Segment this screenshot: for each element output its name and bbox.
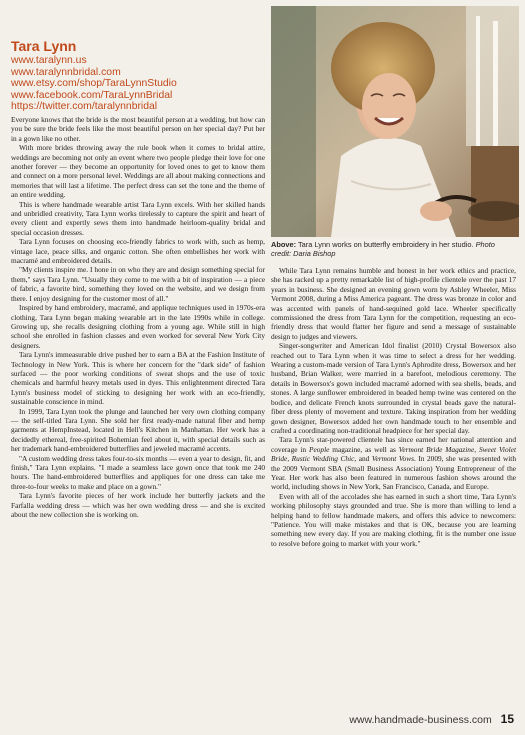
- paragraph: Singer-songwriter and American Idol finalist (2010) Crystal Bowersox also reached out to Tara Lynn when it was time to select a dress for her wedding. Wearing a custom-made version of Tara Lynn's Aphrodite dress, Bowersox and her husband, Brian Walker, were married in a barefoot, melodious ceremony. The details in Bowersox's gown included macramé adorned with sea shells, beads, and stones. A large sunflower embroidered in beaded hemp twine was centered on the bodice, and delicate French knots surrounded in crystal beads gave the natural-fiber dress plenty of movement and texture. Taking inspiration from her wedding gown designer, Bowersox added her own handmade touch to her ensemble and crafted a coordinating non-traditional headpiece for her special day.: [271, 341, 516, 435]
- publication-name: People: [309, 444, 330, 454]
- text-run: . In 2009, she was presented with the 2009 Vermont SBA (Small Business Association) Young Entrepreneur of the Year. Her work has also been featured in numerous fashion shows around the world, including shows in New York, San Francisco, Canada, and Europe.: [271, 454, 516, 492]
- website-links: [11, 55, 265, 113]
- paragraph: Tara Lynn's immeasurable drive pushed her to earn a BA at the Fashion Institute of Technology in New York. This is where her concern for the "dark side" of fashion surfaced — the poor working conditions of sweat shops and the use of toxic chemicals and harmful heavy metals used in dyes. This enlightenment directed Tara Lynn's business model of sticking to designing her work with an eco-friendly, sustainable conscience in mind.: [11, 350, 265, 407]
- link-etsy[interactable]: www.etsy.com/shop/TaraLynnStudio: [11, 78, 177, 90]
- text-run: Tara Lynn's star-powered clientele has since earned her national attention and coverage in: [271, 435, 516, 454]
- link-twitter[interactable]: https://twitter.com/taralynnbridal: [11, 101, 158, 113]
- left-body: [11, 115, 265, 519]
- text-run: and: [356, 454, 372, 464]
- page-footer: [349, 712, 514, 726]
- link-website[interactable]: www.taralynn.us: [11, 55, 87, 66]
- left-column: [11, 38, 265, 519]
- photo-caption: [271, 240, 516, 258]
- text-run: magazine, as well as: [329, 444, 399, 454]
- paragraph: Tara Lynn's favorite pieces of her work include her butterfly jackets and the Farfalla wedding dress — which was her own wedding dress — and she is excited about the new collection she is working on.: [11, 491, 265, 520]
- paragraph: [271, 435, 516, 491]
- paragraph: Even with all of the accolades she has earned in such a short time, Tara Lynn's working philosophy stays grounded and true. She is more than willing to lend a helping hand to fellow handmade makers, and offers this advice to newcomers: "Patience. You will make mistakes and that is OK, because you are learning something new every day. If you are making clothing, fit is the number one issue to resolve before going to market with your work.": [271, 491, 516, 548]
- designer-photo: [271, 6, 519, 237]
- link-bridal-site[interactable]: www.taralynnbridal.com: [11, 66, 121, 78]
- paragraph: This is where handmade wearable artist Tara Lynn excels. With her skilled hands and unbridled creativity, Tara Lynn works tirelessly to capture the spirit and heart of every client and expertly sews them into handmade heirloom-quality bridal and special occasion dresses.: [11, 199, 265, 237]
- paragraph: Inspired by hand embroidery, macramé, and applique techniques used in 1970s-era clothing, Tara Lynn began making wearable art in the late 1990s while in college. Growing up, she recalls designing clothing from a young age. While still in high school she enrolled in fashion classes and even worked for several New York City designers.: [11, 303, 265, 350]
- paragraph: Tara Lynn focuses on choosing eco-friendly fabrics to work with, such as hemp, vintage lace, peace silks, and organic cotton. She often embellishes her work with macramé and embroidered details.: [11, 237, 265, 266]
- caption-credit: Photo credit: Daria Bishop: [271, 240, 495, 258]
- paragraph: Everyone knows that the bride is the most beautiful person at a wedding, but how can you be sure the bride feels like the most beautiful person on her special day? Put her in a gown like no other.: [11, 114, 265, 143]
- footer-url: www.handmade-business.com: [349, 714, 492, 726]
- caption-label: Above:: [271, 240, 297, 249]
- publication-name: Vermont Bride Magazine, Sweet Violet Bride, Rustic Wedding Chic,: [271, 444, 516, 464]
- paragraph: While Tara Lynn remains humble and honest in her work ethics and practice, she has racked up a pretty remarkable list of high-profile clientele over the past 17 years in business. She designed an evening gown worn by Ashley Wheeler, Miss Vermont 2008, during a Miss America pageant. The dress was bronze in color and was accented with panels of hand-sequined gold lace. Wheeler specifically commissioned the dress from Tara Lynn for the competition, requesting an eco-friendly dress that would flatter her figure and send a message of sustainable design to judges and viewers.: [271, 266, 516, 341]
- link-facebook[interactable]: www.facebook.com/TaraLynnBridal: [11, 89, 173, 101]
- paragraph: In 1999, Tara Lynn took the plunge and launched her very own clothing company — the self-titled Tara Lynn. She sold her first ready-made natural fiber and hemp garments at HempInstead, located in Hell's Kitchen in Manhattan. Her work has a decidedly ethereal, free-spirited Bohemian feel about it, with special details such as her trademark hand-embroidered butterflies and jeweled macramé accents.: [11, 406, 265, 454]
- paragraph: With more brides throwing away the rule book when it comes to bridal attire, weddings are becoming not only an event where two people pledge their love for one another forever — they become an opportunity for loved ones to get to know them and connect on a more personal level. Weddings are all about making connections and memories that will last a lifetime. The perfect dress can set the tone and the theme of an entire wedding.: [11, 143, 265, 200]
- article-title: Tara Lynn: [11, 38, 77, 54]
- publication-name: Vermont Vows: [371, 454, 414, 464]
- right-column: [271, 266, 516, 548]
- paragraph: "A custom wedding dress takes four-to-six months — even a year to design, fit, and finish," Tara Lynn explains. "I made a seamless lace gown once that took me 240 hours. The hand-embroidered butterflies and appliques for one dress can take me three-to-four weeks to make and place on a gown.": [11, 453, 265, 491]
- page-number: 15: [500, 712, 514, 726]
- caption-text: Tara Lynn works on butterfly embroidery in her studio.: [297, 240, 474, 249]
- paragraph: "My clients inspire me. I hone in on who they are and design something special for them," says Tara Lynn. "Usually they come to me with a bit of inspiration — a piece of fabric, a favorite bird, something they loved on the website, and we design from there. I enjoy designing for the customer most of all.": [11, 265, 265, 303]
